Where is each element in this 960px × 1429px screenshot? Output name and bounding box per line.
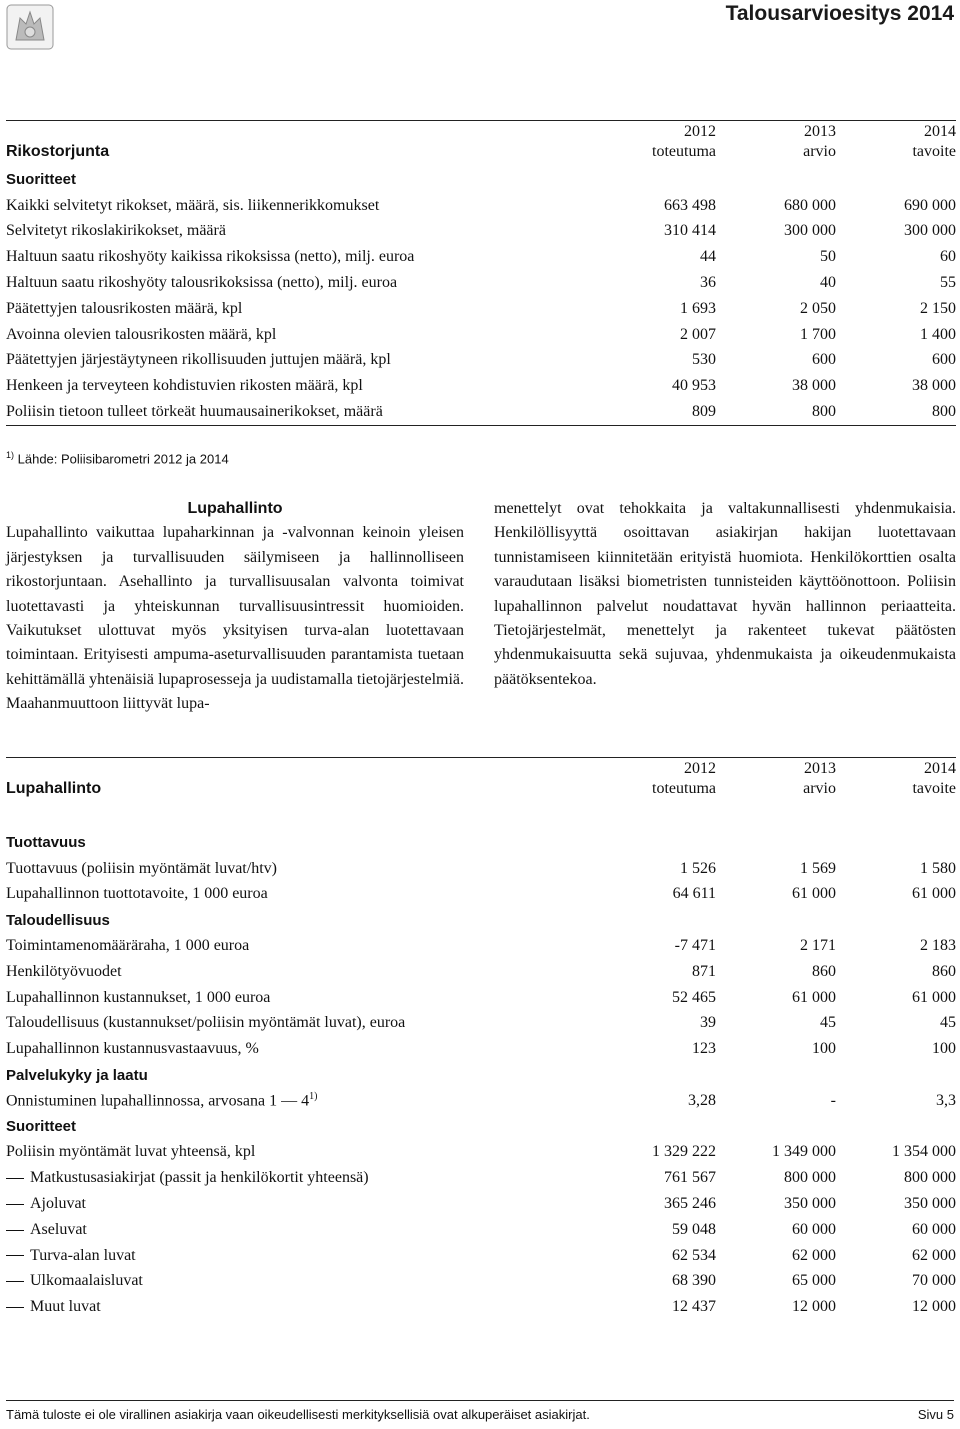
value-2013: 1 569 bbox=[800, 859, 836, 877]
value-2014: 1 400 bbox=[920, 325, 956, 343]
section-title: Suoritteet bbox=[6, 171, 77, 189]
value-2014: 800 000 bbox=[904, 1169, 956, 1187]
value-2012: 68 390 bbox=[672, 1272, 716, 1290]
value-2012: 365 246 bbox=[664, 1195, 716, 1213]
value-2014: 100 bbox=[932, 1040, 956, 1058]
value-2014: 3,3 bbox=[936, 1091, 956, 1109]
year-2014: 2014 bbox=[924, 760, 956, 777]
value-2013: 2 050 bbox=[800, 299, 836, 317]
table-footnote bbox=[6, 450, 229, 466]
dash-icon bbox=[6, 1307, 24, 1308]
value-2014: 38 000 bbox=[912, 377, 956, 395]
table-row bbox=[6, 1191, 956, 1217]
value-2012: 871 bbox=[692, 962, 716, 980]
year-2013: 2013 bbox=[804, 123, 836, 140]
value-2014: 61 000 bbox=[912, 988, 956, 1006]
row-label: Haltuun saatu rikoshyöty talousrikoksissa (netto), milj. euroa bbox=[6, 274, 398, 292]
value-2012: 761 567 bbox=[664, 1169, 716, 1187]
row-label: Toimintamenomääräraha, 1 000 euroa bbox=[6, 937, 250, 955]
table-row bbox=[6, 219, 956, 245]
value-2013: 61 000 bbox=[792, 988, 836, 1006]
section-row bbox=[6, 830, 956, 856]
col-label-toteutuma: toteutuma bbox=[652, 780, 716, 797]
footnote-text: Lähde: Poliisibarometri 2012 ja 2014 bbox=[17, 451, 229, 467]
value-2014: 690 000 bbox=[904, 196, 956, 214]
row-label-cell bbox=[6, 1243, 596, 1269]
value-2012: 36 bbox=[700, 274, 716, 292]
section-title: Suoritteet bbox=[6, 1118, 77, 1136]
value-2013: 100 bbox=[812, 1040, 836, 1058]
table-row bbox=[6, 882, 956, 908]
value-2014: 62 000 bbox=[912, 1246, 956, 1264]
value-2014: 600 bbox=[932, 351, 956, 369]
section-title: Tuottavuus bbox=[6, 834, 86, 852]
page-number: Sivu 5 bbox=[917, 1407, 954, 1422]
table-row bbox=[6, 270, 956, 296]
row-label: Päätettyjen järjestäytyneen rikollisuuden juttujen määrä, kpl bbox=[6, 351, 391, 369]
value-2014: 860 bbox=[932, 962, 956, 980]
section-heading: Lupahallinto bbox=[187, 500, 283, 517]
value-2014: 70 000 bbox=[912, 1272, 956, 1290]
value-2013: 2 171 bbox=[800, 937, 836, 955]
dash-icon bbox=[6, 1204, 24, 1205]
row-label: Turva-alan luvat bbox=[30, 1246, 136, 1264]
row-label: Onnistuminen lupahallinnossa, arvosana 1 — 4 bbox=[6, 1092, 310, 1110]
value-2012: 1 526 bbox=[680, 859, 716, 877]
paragraph-right: menettelyt ovat tehokkaita ja valtakunnallisesti yhdenmukaisia. Henkilöllisyyttä osoittavan asiakirjan hakijan luotettavaan tunnistamiseen kiinnitetään erityistä huomiota. Henkilökorttien osalta varaudutaan lisäksi biometristen tunnisteiden käyttöönottoon. Poliisin lupahallinnon palvelut noudattavat hyvän hallinnon periaatteita. Tietojärjestelmät, menettelyt ja rakenteet tukevat päätösten yhdenmukaisuutta sekä sujuvaa, yhdenmukaista ja oikeudenmukaista päätöksentekoa. bbox=[494, 500, 956, 688]
value-2014: 2 150 bbox=[920, 299, 956, 317]
lupahallinto-table bbox=[6, 757, 956, 1320]
value-2013: 50 bbox=[820, 248, 836, 266]
value-2013: 1 700 bbox=[800, 325, 836, 343]
value-2012: 59 048 bbox=[672, 1220, 716, 1238]
row-label-cell bbox=[6, 1269, 596, 1295]
row-label-cell bbox=[6, 882, 596, 908]
table-row bbox=[6, 1011, 956, 1037]
value-2012: 40 953 bbox=[672, 377, 716, 395]
row-label: Selvitetyt rikoslakirikokset, määrä bbox=[6, 222, 226, 240]
row-label: Ulkomaalaisluvat bbox=[30, 1272, 143, 1290]
dash-icon bbox=[6, 1230, 24, 1231]
table-row bbox=[6, 244, 956, 270]
value-2014: 1 580 bbox=[920, 859, 956, 877]
row-label-cell bbox=[6, 1036, 596, 1062]
value-2013: 860 bbox=[812, 962, 836, 980]
value-2012: 12 437 bbox=[672, 1298, 716, 1316]
row-label: Tuottavuus (poliisin myöntämät luvat/htv) bbox=[6, 859, 277, 877]
table-row bbox=[6, 1294, 956, 1320]
row-label: Ajoluvat bbox=[30, 1195, 86, 1213]
value-2012: 1 329 222 bbox=[652, 1143, 716, 1161]
value-2013: 800 000 bbox=[784, 1169, 836, 1187]
table-row bbox=[6, 933, 956, 959]
dash-icon bbox=[6, 1255, 24, 1256]
row-label: Henkilötyövuodet bbox=[6, 962, 122, 980]
col-label-tavoite: tavoite bbox=[912, 143, 956, 160]
value-2014: 60 bbox=[940, 248, 956, 266]
value-2014: 60 000 bbox=[912, 1220, 956, 1238]
value-2014: 350 000 bbox=[904, 1195, 956, 1213]
table-row bbox=[6, 296, 956, 322]
value-2012: 663 498 bbox=[664, 196, 716, 214]
row-label-cell bbox=[6, 1165, 596, 1191]
value-2012: 123 bbox=[692, 1040, 716, 1058]
value-2014: 45 bbox=[940, 1014, 956, 1032]
table-row bbox=[6, 1243, 956, 1269]
dash-icon bbox=[6, 1281, 24, 1282]
table-row bbox=[6, 373, 956, 399]
row-label-cell bbox=[6, 856, 596, 882]
value-2012: 62 534 bbox=[672, 1246, 716, 1264]
row-label: Taloudellisuus (kustannukset/poliisin myöntämät luvat), euroa bbox=[6, 1014, 406, 1032]
row-label: Haltuun saatu rikoshyöty kaikissa rikoksissa (netto), milj. euroa bbox=[6, 248, 415, 266]
value-2012: 2 007 bbox=[680, 325, 716, 343]
row-label: Lupahallinnon kustannukset, 1 000 euroa bbox=[6, 988, 271, 1006]
value-2013: 40 bbox=[820, 274, 836, 292]
coat-of-arms-logo bbox=[6, 4, 54, 50]
table-row bbox=[6, 348, 956, 374]
spacer-row bbox=[6, 804, 956, 830]
table-title-spacer bbox=[6, 121, 596, 144]
col-label-arvio: arvio bbox=[803, 143, 836, 160]
value-2013: 60 000 bbox=[792, 1220, 836, 1238]
row-label-cell bbox=[6, 1217, 596, 1243]
value-2012: 1 693 bbox=[680, 299, 716, 317]
value-2012: 530 bbox=[692, 351, 716, 369]
value-2014: 800 bbox=[932, 403, 956, 421]
text-column-right bbox=[494, 497, 956, 692]
value-2013: 45 bbox=[820, 1014, 836, 1032]
value-2013: 62 000 bbox=[792, 1246, 836, 1264]
row-label: Matkustusasiakirjat (passit ja henkilökortit yhteensä) bbox=[30, 1169, 369, 1187]
row-label: Poliisin tietoon tulleet törkeät huumausainerikokset, määrä bbox=[6, 403, 383, 421]
row-label: Muut luvat bbox=[30, 1298, 101, 1316]
table-row bbox=[6, 959, 956, 985]
value-2012: 64 611 bbox=[672, 885, 716, 903]
table-row bbox=[6, 322, 956, 348]
table-row bbox=[6, 1269, 956, 1295]
section-row bbox=[6, 1114, 956, 1140]
row-label-cell bbox=[6, 985, 596, 1011]
row-label: Lupahallinnon tuottotavoite, 1 000 euroa bbox=[6, 885, 268, 903]
table-body bbox=[6, 830, 956, 1320]
value-2013: 800 bbox=[812, 403, 836, 421]
row-label: Päätettyjen talousrikosten määrä, kpl bbox=[6, 299, 243, 317]
section-row bbox=[6, 907, 956, 933]
table-body bbox=[6, 193, 956, 426]
value-2012: 3,28 bbox=[688, 1091, 716, 1109]
value-2012: 310 414 bbox=[664, 222, 716, 240]
year-2013: 2013 bbox=[804, 760, 836, 777]
row-label: Poliisin myöntämät luvat yhteensä, kpl bbox=[6, 1143, 256, 1161]
paragraph-left: Lupahallinto vaikuttaa lupaharkinnan ja -valvonnan keinoin yleisen järjestyksen ja turvallisuuden säilymiseen ja hallinnolliseen rikostorjuntaan. Asehallinto ja turvallisuusalan valvonta toimivat luotettavasti ja yhteiskunnan turvallisuusintressit huomioiden. Vaikutukset ulottuvat myös yksityisen turva-alan luotettavaan toimintaan. Erityisesti ampuma-aseturvallisuuden parantamista tuetaan kehittämällä yhtenäisiä lupaprosesseja ja uudistamalla tietojärjestelmiä. Maahanmuuttoon liittyvät lupa- bbox=[6, 524, 464, 713]
table-row bbox=[6, 856, 956, 882]
row-label: Aseluvat bbox=[30, 1220, 87, 1238]
table-row bbox=[6, 193, 956, 219]
value-2013: 680 000 bbox=[784, 196, 836, 214]
year-2014: 2014 bbox=[924, 123, 956, 140]
footnote-mark: 1) bbox=[6, 450, 15, 460]
value-2012: 39 bbox=[700, 1014, 716, 1032]
col-label-arvio: arvio bbox=[803, 780, 836, 797]
value-2013: 65 000 bbox=[792, 1272, 836, 1290]
text-column-left bbox=[6, 497, 464, 717]
value-2014: 2 183 bbox=[920, 937, 956, 955]
table-row bbox=[6, 1217, 956, 1243]
footnote-mark: 1) bbox=[309, 1091, 318, 1103]
table-title: Lupahallinto bbox=[6, 780, 102, 797]
table-row bbox=[6, 1140, 956, 1166]
row-label: Lupahallinnon kustannusvastaavuus, % bbox=[6, 1040, 259, 1058]
table-title: Rikostorjunta bbox=[6, 143, 110, 160]
value-2013: 38 000 bbox=[792, 377, 836, 395]
section-title: Palvelukyky ja laatu bbox=[6, 1066, 148, 1084]
section-title: Taloudellisuus bbox=[6, 911, 110, 929]
table-row bbox=[6, 399, 956, 425]
value-2013: 600 bbox=[812, 351, 836, 369]
table-row bbox=[6, 985, 956, 1011]
value-2012: -7 471 bbox=[674, 937, 716, 955]
value-2014: 55 bbox=[940, 274, 956, 292]
row-label: Avoinna olevien talousrikosten määrä, kpl bbox=[6, 325, 277, 343]
value-2014: 61 000 bbox=[912, 885, 956, 903]
value-2013: 350 000 bbox=[784, 1195, 836, 1213]
row-label-cell bbox=[6, 1294, 596, 1320]
section-row bbox=[6, 1062, 956, 1088]
row-label: Henkeen ja terveyteen kohdistuvien rikosten määrä, kpl bbox=[6, 377, 363, 395]
page-footer bbox=[6, 1400, 954, 1425]
table-title-spacer bbox=[6, 758, 596, 781]
value-2012: 44 bbox=[700, 248, 716, 266]
value-2012: 809 bbox=[692, 403, 716, 421]
row-label: Kaikki selvitetyt rikokset, määrä, sis. liikennerikkomukset bbox=[6, 196, 380, 214]
value-2012: 52 465 bbox=[672, 988, 716, 1006]
value-2014: 1 354 000 bbox=[892, 1143, 956, 1161]
document-title: Talousarvioesitys 2014 bbox=[725, 2, 954, 25]
row-label-cell bbox=[6, 1011, 596, 1037]
value-2013: 1 349 000 bbox=[772, 1143, 836, 1161]
value-2013: - bbox=[830, 1091, 836, 1109]
col-label-toteutuma: toteutuma bbox=[652, 143, 716, 160]
table-row bbox=[6, 1165, 956, 1191]
col-label-tavoite: tavoite bbox=[912, 780, 956, 797]
row-label-cell bbox=[6, 1191, 596, 1217]
row-label-cell bbox=[6, 933, 596, 959]
value-2013: 61 000 bbox=[792, 885, 836, 903]
dash-icon bbox=[6, 1178, 24, 1179]
value-2013: 300 000 bbox=[784, 222, 836, 240]
row-label-cell bbox=[6, 1140, 596, 1166]
table-row bbox=[6, 1088, 956, 1114]
value-2014: 12 000 bbox=[912, 1298, 956, 1316]
year-2012: 2012 bbox=[684, 123, 716, 140]
row-label-cell bbox=[6, 959, 596, 985]
value-2014: 300 000 bbox=[904, 222, 956, 240]
disclaimer-text: Tämä tuloste ei ole virallinen asiakirja vaan oikeudellisesti merkityksellisiä ovat alkuperäiset asiakirjat. bbox=[6, 1407, 590, 1422]
row-label-cell bbox=[6, 1088, 596, 1114]
rikostorjunta-table bbox=[6, 120, 956, 426]
year-2012: 2012 bbox=[684, 760, 716, 777]
value-2013: 12 000 bbox=[792, 1298, 836, 1316]
table-row bbox=[6, 1036, 956, 1062]
